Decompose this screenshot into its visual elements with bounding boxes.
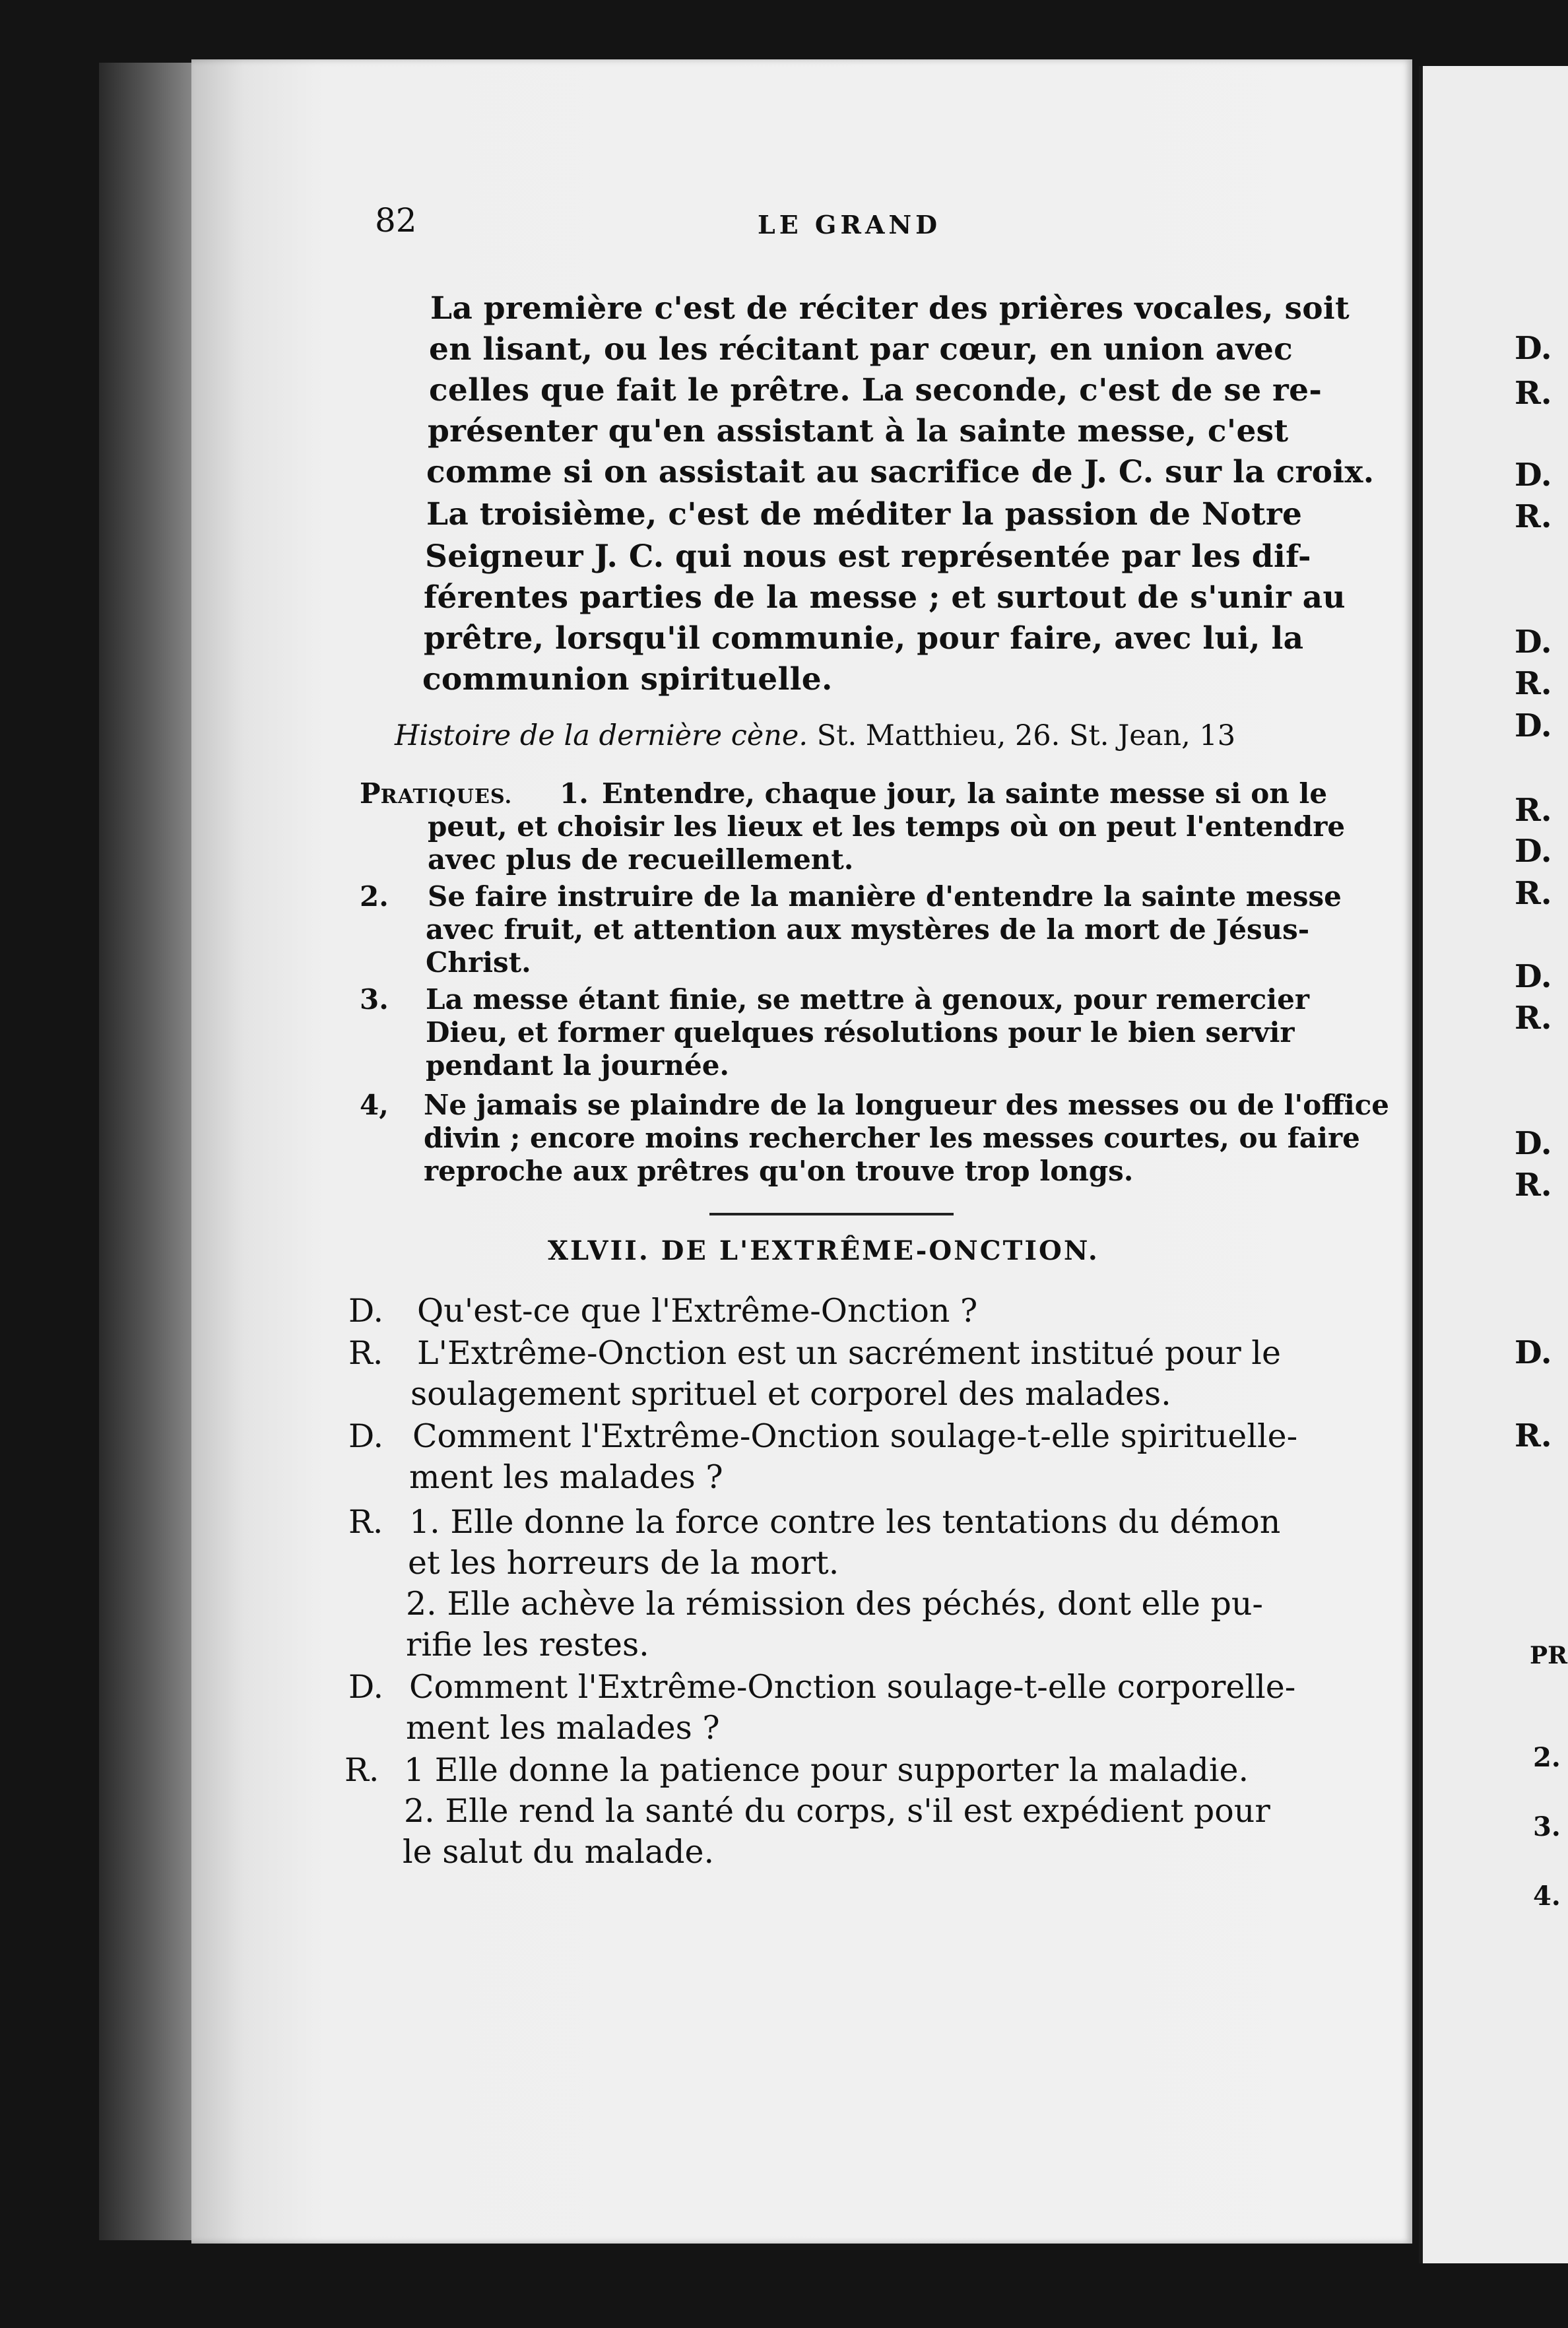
next-page-label: R. bbox=[1515, 875, 1552, 912]
qa-line: 2. Elle achève la rémission des péchés, dont elle pu- bbox=[406, 1585, 1263, 1623]
next-page-label: D. bbox=[1515, 624, 1552, 661]
paragraph-line: en lisant, ou les récitant par cœur, en union avec bbox=[429, 331, 1293, 368]
pratique-line: divin ; encore moins rechercher les messes courtes, ou faire bbox=[424, 1122, 1360, 1154]
paragraph-line: prêtre, lorsqu'il communie, pour faire, avec lui, la bbox=[424, 620, 1304, 657]
pratique-line: Dieu, et former quelques résolutions pour le bien servir bbox=[426, 1016, 1295, 1049]
next-page-number: 3. bbox=[1533, 1811, 1561, 1842]
next-page-label: R. bbox=[1515, 1167, 1552, 1204]
qa-line: et les horreurs de la mort. bbox=[408, 1544, 839, 1582]
next-page-label: R. bbox=[1515, 1000, 1552, 1037]
next-page-label: R. bbox=[1515, 792, 1552, 829]
qa-label: R. bbox=[344, 1751, 379, 1789]
page-number: 82 bbox=[375, 201, 417, 240]
next-page-label: R. bbox=[1515, 665, 1552, 702]
pratique-line: Se faire instruire de la manière d'entendre la sainte messe bbox=[428, 880, 1342, 913]
qa-line: Comment l'Extrême-Onction soulage-t-elle corporelle- bbox=[409, 1668, 1296, 1706]
next-page-pr: PR bbox=[1530, 1642, 1567, 1669]
qa-line: 1 Elle donne la patience pour supporter la maladie. bbox=[404, 1751, 1249, 1789]
next-page-number: 4. bbox=[1533, 1881, 1561, 1912]
qa-line: rifie les restes. bbox=[406, 1626, 649, 1664]
pratique-number: 3. bbox=[360, 983, 389, 1016]
next-page-label: D. bbox=[1515, 958, 1552, 995]
paragraph-line: La troisième, c'est de méditer la passion de Notre bbox=[426, 496, 1303, 533]
paragraph-line: communion spirituelle. bbox=[422, 661, 833, 697]
paragraph-line: La première c'est de réciter des prières vocales, soit bbox=[430, 290, 1350, 327]
next-page-label: R. bbox=[1515, 375, 1552, 412]
qa-line: ment les malades ? bbox=[409, 1458, 723, 1496]
qa-line: Qu'est-ce que l'Extrême-Onction ? bbox=[417, 1292, 978, 1330]
qa-label: D. bbox=[348, 1668, 384, 1706]
qa-line: ment les malades ? bbox=[406, 1709, 720, 1747]
next-page-label: D. bbox=[1515, 1125, 1552, 1162]
pratique-line: reproche aux prêtres qu'on trouve trop longs. bbox=[424, 1155, 1134, 1187]
pratique-number: 2. bbox=[360, 880, 389, 913]
qa-line: le salut du malade. bbox=[403, 1833, 715, 1871]
next-page-label: R. bbox=[1515, 1417, 1552, 1454]
paragraph-line: présenter qu'en assistant à la sainte messe, c'est bbox=[428, 413, 1289, 449]
paragraph-line: férentes parties de la messe ; et surtout de s'unir au bbox=[424, 579, 1346, 616]
qa-line: 2. Elle rend la santé du corps, s'il est expédient pour bbox=[404, 1792, 1270, 1830]
qa-label: R. bbox=[348, 1503, 383, 1541]
qa-line: soulagement sprituel et corporel des malades. bbox=[410, 1375, 1171, 1413]
pratique-line: peut, et choisir les lieux et les temps où on peut l'entendre bbox=[428, 810, 1346, 843]
pratique-line: La messe étant finie, se mettre à genoux, pour remercier bbox=[426, 983, 1309, 1016]
qa-line: L'Extrême-Onction est un sacrément institué pour le bbox=[417, 1334, 1281, 1372]
pratique-number: 1. bbox=[560, 777, 589, 810]
paragraph-line: celles que fait le prêtre. La seconde, c'est de se re- bbox=[429, 372, 1323, 408]
next-page-number: 2. bbox=[1533, 1742, 1561, 1773]
pratique-line: Entendre, chaque jour, la sainte messe si on le bbox=[602, 777, 1328, 810]
qa-line: Comment l'Extrême-Onction soulage-t-elle spirituelle- bbox=[412, 1417, 1298, 1455]
next-page-label: D. bbox=[1515, 330, 1552, 367]
qa-line: 1. Elle donne la force contre les tentations du démon bbox=[409, 1503, 1281, 1541]
qa-label: D. bbox=[348, 1292, 384, 1330]
pratique-line: Ne jamais se plaindre de la longueur des messes ou de l'office bbox=[424, 1089, 1390, 1121]
pratiques-label: PRATIQUES. bbox=[360, 777, 513, 810]
pratique-line: avec plus de recueillement. bbox=[428, 843, 854, 876]
next-page-label: D. bbox=[1515, 1334, 1552, 1371]
next-page-label: R. bbox=[1515, 498, 1552, 535]
reference-title: Histoire de la dernière cène. bbox=[395, 719, 808, 752]
next-page-label: D. bbox=[1515, 833, 1552, 870]
next-page-label: D. bbox=[1515, 707, 1552, 744]
pratique-number: 4, bbox=[360, 1089, 389, 1121]
qa-label: R. bbox=[348, 1334, 383, 1372]
running-head: LE GRAND bbox=[758, 210, 942, 240]
scripture-reference bbox=[395, 719, 1235, 752]
paragraph-line: Seigneur J. C. qui nous est représentée par les dif- bbox=[425, 538, 1311, 575]
reference-citation: St. Matthieu, 26. St. Jean, 13 bbox=[816, 719, 1236, 752]
next-page-label: D. bbox=[1515, 457, 1552, 494]
section-title: XLVII. DE L'EXTRÊME-ONCTION. bbox=[548, 1235, 1099, 1266]
paragraph-line: comme si on assistait au sacrifice de J. C. sur la croix. bbox=[426, 454, 1375, 490]
pratique-line: Christ. bbox=[426, 946, 531, 979]
pratique-line: avec fruit, et attention aux mystères de la mort de Jésus- bbox=[426, 913, 1310, 946]
qa-label: D. bbox=[348, 1417, 384, 1455]
section-rule bbox=[709, 1213, 954, 1215]
pratique-line: pendant la journée. bbox=[426, 1049, 730, 1082]
